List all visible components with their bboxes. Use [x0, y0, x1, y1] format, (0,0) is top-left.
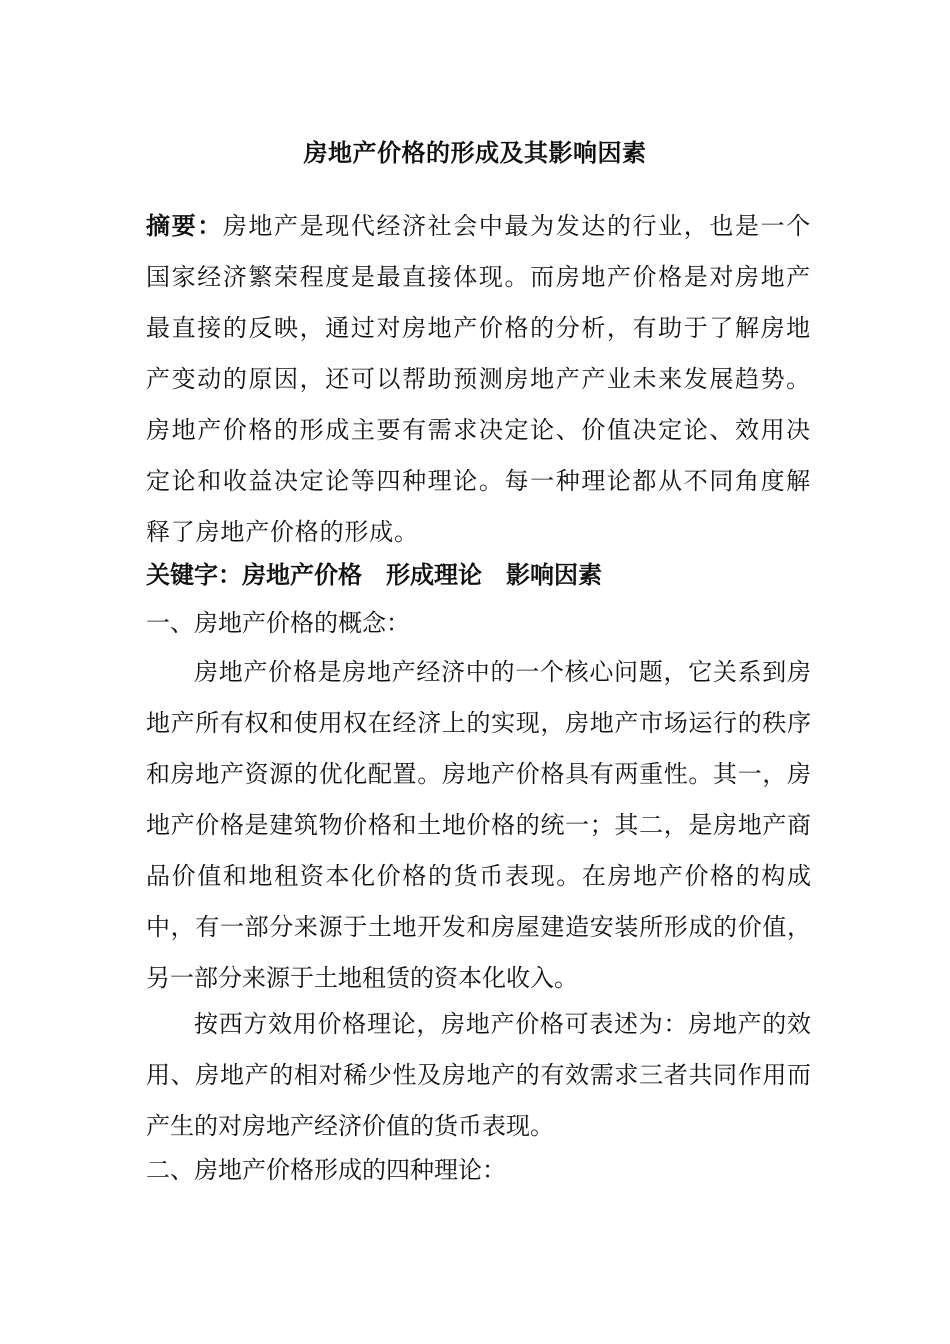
abstract-label: 摘要： — [146, 211, 223, 240]
section-heading: 一、房地产价格的概念： — [146, 609, 410, 637]
keyword-item: 影响因素 — [506, 560, 602, 589]
keyword-item: 房地产价格 — [242, 560, 362, 589]
keywords — [146, 555, 811, 595]
section-heading: 二、房地产价格形成的四种理论： — [146, 1156, 506, 1184]
keyword-item: 形成理论 — [386, 560, 482, 589]
body-paragraph: 按西方效用价格理论，房地产价格可表述为：房地产的效用、房地产的相对稀少性及房地产的有效需求三者共同作用而产生的对房地产经济价值的货币表现。 — [146, 1010, 811, 1140]
abstract — [146, 200, 811, 558]
keywords-label: 关键字： — [146, 560, 242, 589]
body-paragraph: 房地产价格是房地产经济中的一个核心问题，它关系到房地产所有权和使用权在经济上的实现，房地产市场运行的秩序和房地产资源的优化配置。房地产价格具有两重性。其一，房地产价格是建筑物价格和土地价格的统一；其二，是房地产商品价值和地租资本化价格的货币表现。在房地产价格的构成中，有一部分来源于土地开发和房屋建造安装所形成的价值，另一部分来源于土地租赁的资本化收入。 — [146, 658, 811, 992]
document-title: 房地产价格的形成及其影响因素 — [303, 138, 647, 167]
abstract-text: 房地产是现代经济社会中最为发达的行业，也是一个国家经济繁荣程度是最直接体现。而房地产价格是对房地产最直接的反映，通过对房地产价格的分析，有助于了解房地产变动的原因，还可以帮助预测房地产产业未来发展趋势。房地产价格的形成主要有需求决定论、价值决定论、效用决定论和收益决定论等四种理论。每一种理论都从不同角度解释了房地产价格的形成。 — [146, 212, 811, 546]
